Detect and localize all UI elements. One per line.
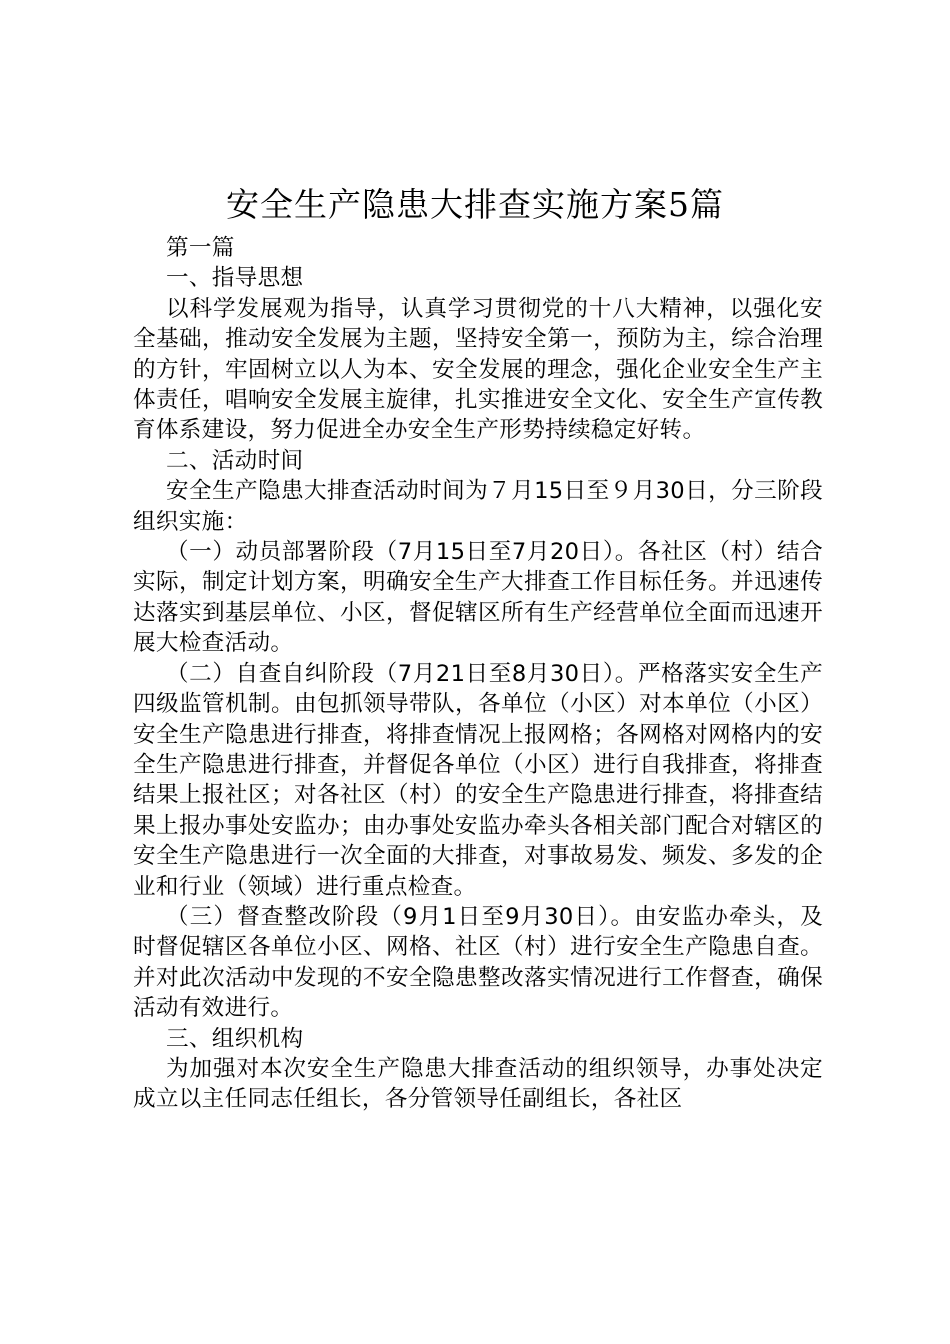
paragraph: （二）自查自纠阶段（7月21日至8月30日）。严格落实安全生产四级监管机制。由包抓领导带队，各单位（小区）对本单位（小区）安全生产隐患进行排查，将排查情况上报网格；各网格对网格内的安全生产隐患进行排查，并督促各单位（小区）进行自我排查，将排查结果上报社区；对各社区（村）的安全生产隐患进行排查，将排查结果上报办事处安监办；由办事处安监办牵头各相关部门配合对辖区的安全生产隐患进行一次全面的大排查，对事故易发、频发、多发的企业和行业（领域）进行重点检查。: [133, 660, 823, 900]
paragraph: （三）督查整改阶段（9月1日至9月30日）。由安监办牵头，及时督促辖区各单位小区、网格、社区（村）进行安全生产隐患自查。并对此次活动中发现的不安全隐患整改落实情况进行工作督查，确保活动有效进行。: [133, 903, 823, 1022]
document-title: 安全生产隐患大排查实施方案5篇: [226, 185, 724, 224]
section-heading: 二、活动时间: [166, 447, 304, 474]
document-body: [133, 233, 823, 1115]
section-heading: 三、组织机构: [166, 1025, 304, 1052]
paragraph: 为加强对本次安全生产隐患大排查活动的组织领导，办事处决定成立以主任同志任组长，各分管领导任副组长，各社区: [133, 1055, 823, 1113]
paragraph: 安全生产隐患大排查活动时间为７月15日至９月30日，分三阶段组织实施：: [133, 478, 823, 535]
section-label: 第一篇: [166, 235, 235, 261]
paragraph: 以科学发展观为指导，认真学习贯彻党的十八大精神，以强化安全基础，推动安全发展为主题，坚持安全第一，预防为主，综合治理的方针，牢固树立以人为本、安全发展的理念，强化企业安全生产主体责任，唱响安全发展主旋律，扎实推进安全文化、安全生产宣传教育体系建设，努力促进全办安全生产形势持续稳定好转。: [133, 295, 823, 444]
section-heading: 一、指导思想: [166, 265, 304, 292]
paragraph: （一）动员部署阶段（7月15日至7月20日）。各社区（村）结合实际，制定计划方案，明确安全生产大排查工作目标任务。并迅速传达落实到基层单位、小区，督促辖区所有生产经营单位全面而迅速开展大检查活动。: [133, 539, 823, 657]
